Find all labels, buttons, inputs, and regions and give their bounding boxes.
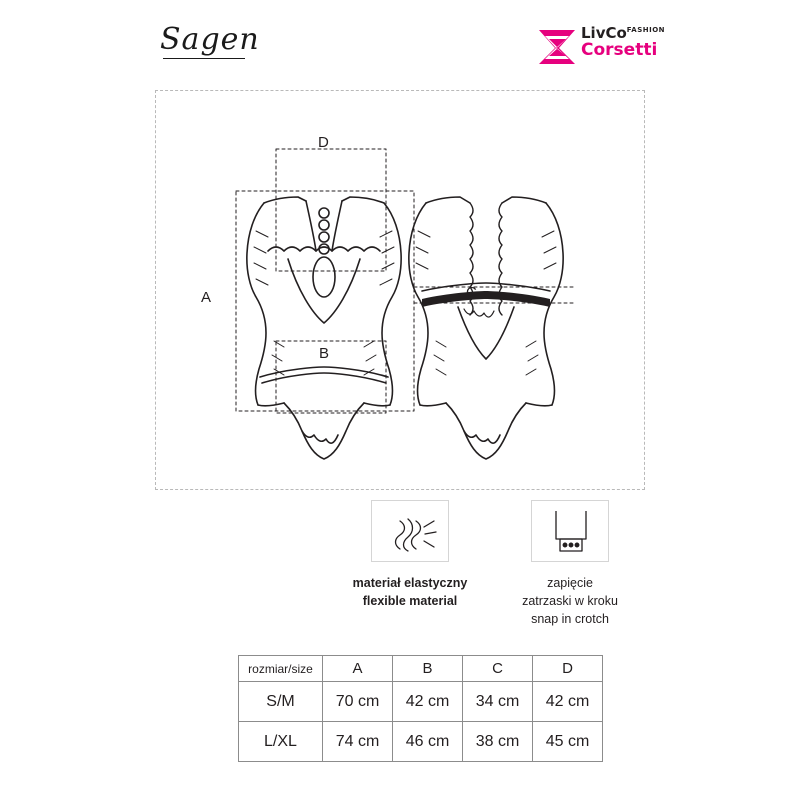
cell-c: 38 cm xyxy=(463,722,533,762)
livco-logo-mark-icon xyxy=(535,26,579,68)
logo-superscript: FASHION xyxy=(626,26,666,34)
diagram-frame xyxy=(155,90,645,490)
cell-d: 42 cm xyxy=(533,682,603,722)
feature-icons xyxy=(300,500,630,640)
snap-crotch-icon xyxy=(531,500,609,562)
feature-caption-en: snap in crotch xyxy=(531,612,609,627)
size-table xyxy=(238,655,603,762)
cell-a: 74 cm xyxy=(323,722,393,762)
header-size: rozmiar/size xyxy=(239,656,323,682)
garment-front-view xyxy=(247,197,401,459)
feature-caption-pl: materiał elastyczny xyxy=(352,576,468,590)
measure-label-a: A xyxy=(201,289,212,306)
brand-logo xyxy=(535,22,666,72)
elastic-material-icon xyxy=(371,500,449,562)
table-row xyxy=(239,722,603,762)
cell-d: 45 cm xyxy=(533,722,603,762)
measure-label-d: D xyxy=(318,134,329,151)
cell-b: 42 cm xyxy=(393,682,463,722)
header-d: D xyxy=(533,656,603,682)
garment-technical-drawing xyxy=(156,91,646,491)
cell-c: 34 cm xyxy=(463,682,533,722)
measure-label-c: C xyxy=(466,284,477,301)
cell-b: 46 cm xyxy=(393,722,463,762)
page-title: Sagen xyxy=(160,22,260,57)
header-a: A xyxy=(323,656,393,682)
cell-a: 70 cm xyxy=(323,682,393,722)
measure-label-b: B xyxy=(319,345,330,362)
feature-caption-pl-1: zapięcie xyxy=(547,576,593,590)
feature-caption-pl-2: zatrzaski w kroku xyxy=(522,594,618,609)
feature-caption-en: flexible material xyxy=(362,594,458,609)
table-header-row xyxy=(239,656,603,682)
feature-snap-crotch xyxy=(480,500,660,628)
cell-size: S/M xyxy=(239,682,323,722)
cell-size: L/XL xyxy=(239,722,323,762)
table-row xyxy=(239,682,603,722)
header-c: C xyxy=(463,656,533,682)
title-underline xyxy=(163,58,245,59)
garment-diagrams xyxy=(156,91,646,491)
logo-line1: LivCo xyxy=(581,24,627,42)
logo-line2: Corsetti xyxy=(581,39,658,60)
header-b: B xyxy=(393,656,463,682)
feature-elastic-material xyxy=(320,500,500,610)
garment-back-view xyxy=(409,197,563,459)
